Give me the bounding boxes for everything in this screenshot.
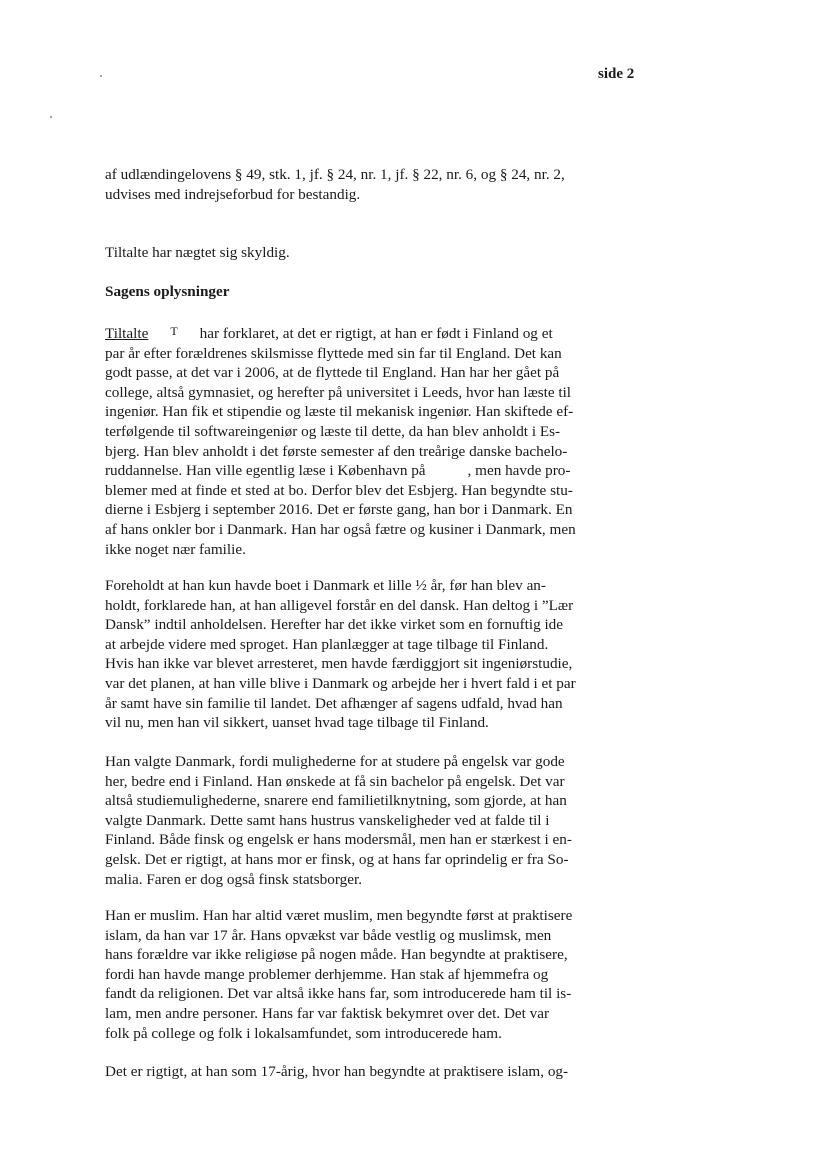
text-line: år samt have sin familie til landet. Det afhænger af sagens udfald, hvad han <box>105 694 563 712</box>
text-line: vil nu, men han vil sikkert, uanset hvad tage tilbage til Finland. <box>105 714 489 732</box>
defendant-label: Tiltalte <box>105 325 149 342</box>
text-line: Dansk” indtil anholdelsen. Herefter har det ikke virket som en fornuftig ide <box>105 616 564 634</box>
text-line: hans forældre var ikke religiøse på nogen måde. Han begyndte at praktisere, <box>105 946 568 964</box>
paragraph-religion <box>105 906 600 1043</box>
text-line: altså studiemulighederne, snarere end familietilknytning, som gjorde, at han <box>105 792 567 810</box>
paragraph-plea <box>105 243 600 263</box>
text-line: par år efter forældrenes skilsmisse flyttede med sin far til England. Det kan <box>105 344 562 362</box>
text-line: bjerg. Han blev anholdt i det første semester af den treårige danske bachelo- <box>105 442 568 460</box>
text-line: ikke noget nær familie. <box>105 540 246 558</box>
text-line: Tiltalte har nægtet sig skyldig. <box>105 244 290 261</box>
text-line: Hvis han ikke var blevet arresteret, men havde færdiggjort sit ingeniørstudie, <box>105 655 573 673</box>
text-line: holdt, forklarede han, at han alligevel forstår en del dansk. Han deltog i ”Lær <box>105 596 574 614</box>
text-line: Foreholdt at han kun havde boet i Danmark et lille ½ år, før han blev an- <box>105 577 546 594</box>
text-line: terfølgende til softwareingeniør og læste til dette, da han blev anholdt i Es- <box>105 422 561 440</box>
text-line <box>105 461 600 481</box>
text-line: Han valgte Danmark, fordi mulighederne for at studere på engelsk var gode <box>105 753 565 770</box>
paragraph-verdict-continuation <box>105 165 600 204</box>
text-line: udvises med indrejseforbud for bestandig. <box>105 185 361 203</box>
text-line: folk på college og folk i lokalsamfundet, som introducerede ham. <box>105 1024 502 1042</box>
text-line: var det planen, at han ville blive i Danmark og arbejde her i hvert fald i et par <box>105 674 576 692</box>
text-line: fandt da religionen. Det var altså ikke hans far, som introducerede ham til is- <box>105 985 572 1003</box>
text-line: malia. Faren er dog også finsk statsborger. <box>105 870 363 888</box>
text-fragment: har forklaret, at det er rigtigt, at han er født i Finland og et <box>199 325 553 342</box>
text-line: valgte Danmark. Dette samt hans hustrus vanskeligheder ved at falde til i <box>105 811 550 829</box>
text-line: af udlændingelovens § 49, stk. 1, jf. § 24, nr. 1, jf. § 22, nr. 6, og § 24, nr. 2, <box>105 166 565 183</box>
text-fragment: , men havde pro- <box>467 462 571 480</box>
text-line: islam, da han var 17 år. Hans opvækst var både vestlig og muslimsk, men <box>105 926 552 944</box>
text-line: Finland. Både finsk og engelsk er hans modersmål, men han er stærkest i en- <box>105 831 572 849</box>
scan-speck <box>50 116 52 118</box>
text-line: fordi han havde mange problemer derhjemme. Han stak af hjemmefra og <box>105 965 549 983</box>
text-line: af hans onkler bor i Danmark. Han har også fætre og kusiner i Danmark, men <box>105 520 576 538</box>
text-line: gelsk. Det er rigtigt, at hans mor er finsk, og at hans far oprindelig er fra So- <box>105 850 569 868</box>
text-line: Han er muslim. Han har altid været muslim, men begyndte først at praktisere <box>105 907 573 924</box>
text-fragment: ruddannelse. Han ville egentlig læse i København på <box>105 462 426 480</box>
text-line: at arbejde videre med sproget. Han planlægger at tage tilbage til Finland. <box>105 635 549 653</box>
text-line: lam, men andre personer. Hans far var faktisk bekymret over det. Det var <box>105 1004 550 1022</box>
paragraph-language <box>105 576 600 733</box>
paragraph-defendant-statement <box>105 322 600 559</box>
text-line: ingeniør. Han fik et stipendie og læste til mekanisk ingeniør. Han skiftede ef- <box>105 403 574 421</box>
text-line: dierne i Esbjerg i september 2016. Det er første gang, han bor i Danmark. En <box>105 501 573 519</box>
defendant-initial: T <box>170 324 178 338</box>
text-line: blemer med at finde et sted at bo. Derfor blev det Esbjerg. Han begyndte stu- <box>105 481 573 499</box>
text-line: Det er rigtigt, at han som 17-årig, hvor han begyndte at praktisere islam, og- <box>105 1063 569 1080</box>
text-line <box>105 322 600 344</box>
text-line: college, altså gymnasiet, og herefter på universitet i Leeds, hvor han læste til <box>105 383 572 401</box>
page-number: side 2 <box>598 66 635 82</box>
paragraph-age-17 <box>105 1062 600 1082</box>
text-line: her, bedre end i Finland. Han ønskede at få sin bachelor på engelsk. Det var <box>105 772 565 790</box>
scan-speck <box>100 75 102 77</box>
section-heading: Sagens oplysninger <box>105 283 230 300</box>
paragraph-choice-of-denmark <box>105 752 600 889</box>
text-line: godt passe, at det var i 2006, at de flyttede til England. Han har her gået på <box>105 364 560 382</box>
